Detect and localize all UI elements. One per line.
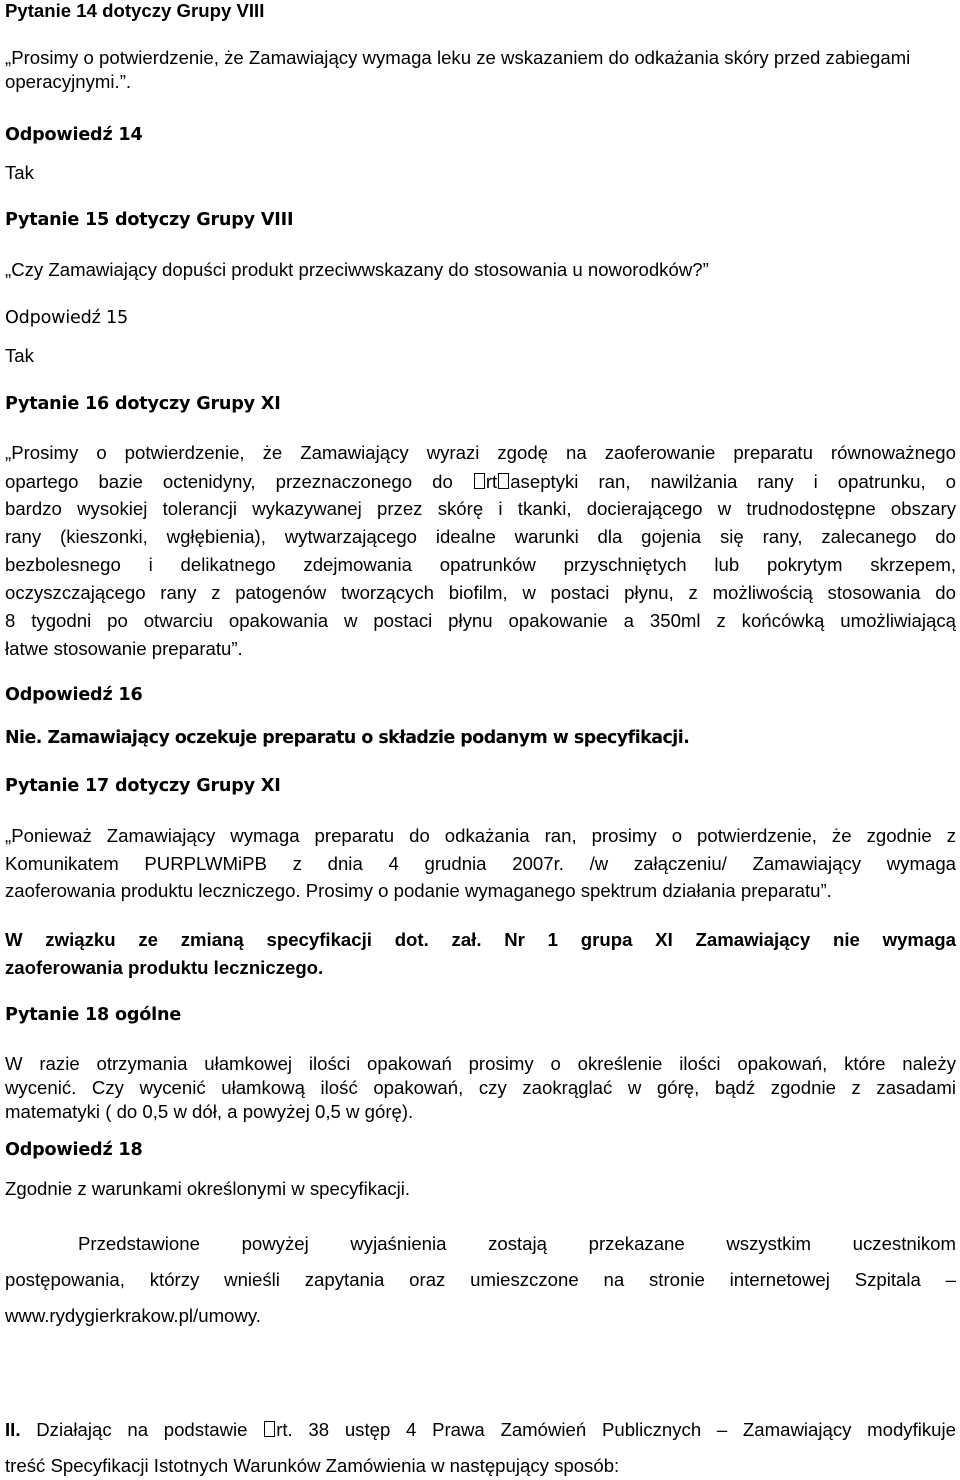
missing-glyph-box [498, 473, 509, 489]
question-16-line-7: 8 tygodni po otwarciu opakowania w postaci płynu opakowanie a 350ml z końcówką umożliwiającą [5, 610, 956, 631]
question-16-line-3: bardzo wysokiej tolerancji wykazywanej przez skórę i tkanki, docierającego w trudnodostępne obszary [5, 498, 956, 519]
question-15-text: „Czy Zamawiający dopuści produkt przeciwwskazany do stosowania u noworodków?” [5, 259, 709, 280]
answer-15-text: Tak [5, 345, 34, 366]
section-2-line-1-part-2: rt. 38 ustęp 4 Prawa Zamówień Publicznych – Zamawiający modyfikuje [276, 1419, 956, 1440]
question-16-line-2-part-3: aseptyki ran, nawilżania rany i opatrunku, o [510, 471, 957, 492]
question-16-line-6: oczyszczającego rany z patogenów tworzących biofilm, w postaci płynu, z możliwością stosowania do [5, 582, 956, 603]
question-14-heading: Pytanie 14 dotyczy Grupy VIII [5, 0, 265, 21]
question-17-line-2: Komunikatem PURPLWMiPB z dnia 4 grudnia 2007r. /w załączeniu/ Zamawiający wymaga [5, 853, 956, 874]
question-18-line-1: W razie otrzymania ułamkowej ilości opakowań prosimy o określenie ilości opakowań, które należy [5, 1053, 956, 1074]
section-2-number: II. [5, 1419, 21, 1440]
closing-line-2: postępowania, którzy wnieśli zapytania oraz umieszczone na stronie internetowej Szpitala – [5, 1269, 956, 1290]
question-17-line-3: zaoferowania produktu leczniczego. Prosimy o podanie wymaganego spektrum działania preparatu”. [5, 880, 832, 901]
question-16-line-4: rany (kieszonki, wgłębienia), wytwarzającego idealne warunki dla gojenia się rany, zalecanego do [5, 526, 956, 547]
answer-18-text: Zgodnie z warunkami określonymi w specyfikacji. [5, 1178, 411, 1199]
question-14-text: „Prosimy o potwierdzenie, że Zamawiający wymaga leku ze wskazaniem do odkażania skóry przed zabiegami operacyjnymi.”. [5, 47, 911, 92]
closing-line-1: Przedstawione powyżej wyjaśnienia zostają przekazane wszystkim uczestnikom [78, 1233, 956, 1254]
question-18-heading: Pytanie 18 ogólne [5, 1005, 182, 1025]
missing-glyph-box [474, 473, 485, 489]
closing-url: www.rydygierkrakow.pl/umowy. [5, 1305, 261, 1326]
section-2-line-2: treść Specyfikacji Istotnych Warunków Zamówienia w następujący sposób: [5, 1455, 620, 1476]
answer-14-heading: Odpowiedź 14 [5, 125, 143, 145]
question-16-line-2-part-1: opartego bazie octenidyny, przeznaczonego do [5, 471, 453, 492]
section-2-line-1-part-1: Działając na podstawie [36, 1419, 248, 1440]
answer-15-heading: Odpowiedź 15 [5, 308, 129, 328]
answer-17-line-2: zaoferowania produktu leczniczego. [5, 957, 324, 978]
question-16-heading: Pytanie 16 dotyczy Grupy XI [5, 394, 281, 414]
missing-glyph-box [264, 1421, 275, 1437]
section-2-line-1 [5, 1419, 956, 1441]
question-15-heading: Pytanie 15 dotyczy Grupy VIII [5, 210, 294, 230]
question-16-line-1: „Prosimy o potwierdzenie, że Zamawiający wyrazi zgodę na zaoferowanie preparatu równoważnego [5, 442, 956, 463]
question-17-heading: Pytanie 17 dotyczy Grupy XI [5, 776, 281, 796]
answer-16-text: Nie. Zamawiający oczekuje preparatu o składzie podanym w specyfikacji. [5, 728, 690, 748]
answer-14-text: Tak [5, 162, 34, 183]
question-18-line-3: matematyki ( do 0,5 w dół, a powyżej 0,5 w górę). [5, 1101, 414, 1122]
question-16-line-2 [5, 471, 956, 493]
answer-17-line-1: W związku ze zmianą specyfikacji dot. zał. Nr 1 grupa XI Zamawiający nie wymaga [5, 929, 956, 950]
question-18-line-2: wycenić. Czy wycenić ułamkową ilość opakowań, czy zaokrąglać w górę, bądź zgodnie z zasadami [5, 1077, 956, 1098]
answer-18-heading: Odpowiedź 18 [5, 1140, 143, 1160]
answer-16-heading: Odpowiedź 16 [5, 685, 143, 705]
question-16-line-2-part-2: rt [485, 471, 498, 492]
question-16-line-8: łatwe stosowanie preparatu”. [5, 638, 243, 659]
question-17-line-1: „Ponieważ Zamawiający wymaga preparatu do odkażania ran, prosimy o potwierdzenie, że zgodnie z [5, 825, 956, 846]
question-16-line-5: bezbolesnego i delikatnego zdejmowania opatrunków przyschniętych lub pokrytym skrzepem, [5, 554, 956, 575]
